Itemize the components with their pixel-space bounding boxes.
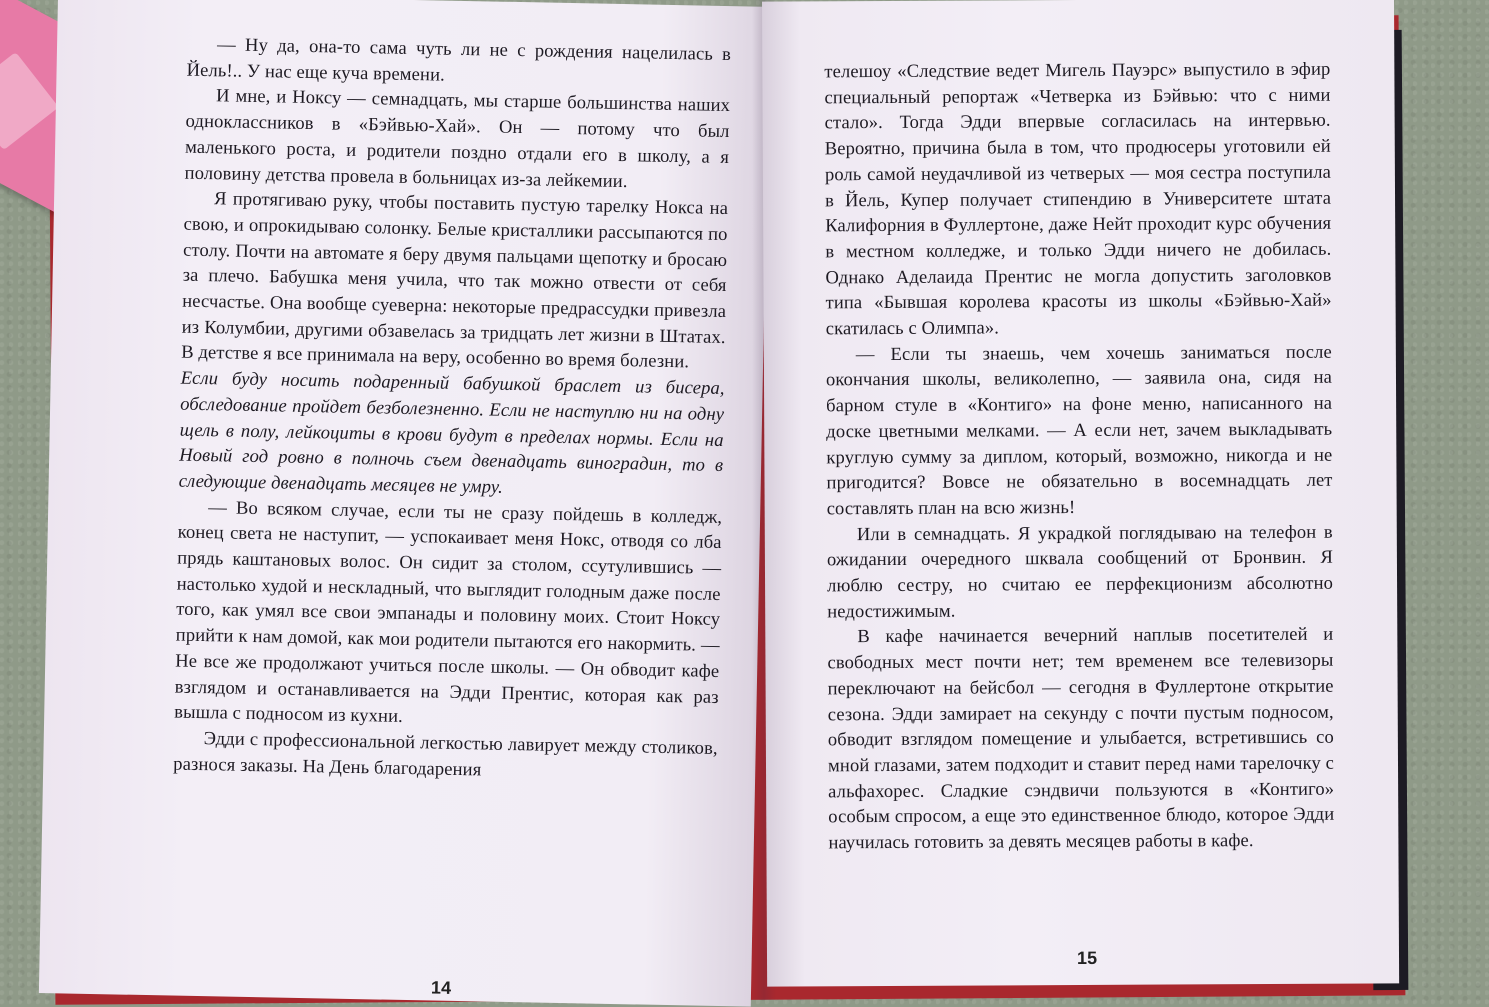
paragraph: Или в семнадцать. Я украдкой поглядываю на телефон в ожидании очередного шквала сообщений от Бронвин. Я люблю сестру, но считаю ее перфекционизм абсолютно недостижимым. — [826, 521, 1334, 623]
page-number: 15 — [1076, 947, 1098, 969]
paragraph: телешоу «Следствие ведет Мигель Пауэрс» выпустило в эфир специальный репортаж «Четверка из Бэйвью: что с ними стало». Тогда Эдди впервые согласилась на интервью. Вероятно, причина была в том, что продюсеры уготовили ей роль самой неудачливой из четверых — моя сестра поступила в Йель, Купер получает стипендию в Университете штата Калифорния в Фуллертоне, даже Нейт проходит курс обучения в местном колледже, и только Эдди ничего не добилась. Однако Аделаида Прентис не могла допустить заголовков типа «Бывшая королева красоты из школы «Бэйвью-Хай» скатилась с Олимпа». — [824, 58, 1332, 340]
paragraph-italic: Если буду носить подаренный бабушкой браслет из бисера, обследование пройдет безболезненно. Если не наступлю ни на одну щель в полу, лейкоциты в крови будут в пределах нормы. Если на Новый год ровно в полночь съем двенадцать виноградин, то в следующие двенадцать месяцев не умру. — [178, 367, 725, 498]
paragraph: Эдди с профессиональной легкостью лавирует между столиков, разнося заказы. На День благодарения — [173, 728, 718, 781]
paragraph: Я протягиваю руку, чтобы поставить пустую тарелку Нокса на свою, и опрокидываю солонку. Белые кристаллики рассыпаются по столу. Почти на автомате я беру двумя пальцами щепотку и бросаю за плечо. Бабушка меня учила, что так можно отвести от себя несчастье. Она вообще суеверна: некоторые предрассудки привезла из Колумбии, другими обзавелась за тридцать лет жизни в Штатах. В детстве я все принимала на веру, особенно во время болезни. — [180, 188, 729, 373]
paragraph: И мне, и Ноксу — семнадцать, мы старше большинства наших одноклассников в «Бэйвью-Хай». Он — потому что был маленького роста, и родители поздно отдали его в школу, а я половину детства провела в больницах из-за лейкемии. — [184, 85, 731, 192]
paragraph: В кафе начинается вечерний наплыв посетителей и свободных мест почти нет; тем временем все телевизоры переключают на бейсбол — сегодня в Фуллертоне открытие сезона. Эдди замирает на секунду с почти пустым подносом, обводит взглядом помещение и улыбается, встретившись со мной глазами, затем подходит и ставит перед нами тарелочку с альфахорес. Сладкие сэндвичи пользуются в «Контиго» особым спросом, а еще это единственное блюдо, которое Эдди научилась готовить за девять месяцев работы в кафе. — [827, 624, 1335, 854]
right-page — [762, 0, 1399, 987]
paragraph: — Ну да, она-то сама чуть ли не с рождения нацелилась в Йель!.. У нас еще куча времени. — [186, 34, 732, 86]
paragraph: — Если ты знаешь, чем хочешь заниматься после окончания школы, великолепно, — заявила она, сидя на барном стуле в «Контиго» на фоне меню, написанного на доске цветными мелками. — А если нет, зачем выкладывать круглую сумму за диплом, который, возможно, никогда и не пригодится? Вовсе не обязательно в восемнадцать лет составлять план на всю жизнь! — [825, 341, 1333, 520]
page-number: 14 — [430, 977, 452, 998]
paragraph: — Во всяком случае, если ты не сразу пойдешь в колледж, конец света не наступит, — успокаивает меня Нокс, отводя со лба прядь каштановых волос. Он сидит за столом, ссутулившись — настолько худой и нескладный, что выглядит голодным даже после того, как умял все свои эмпанады и половину моих. Стоит Ноксу прийти к нам домой, как мои родители пытаются его накормить. — Не все же продолжают учиться после школы. — Он обводит кафе взглядом и останавливается на Эдди Прентис, которая как раз вышла с подносом из кухни. — [174, 496, 723, 728]
left-page — [39, 0, 770, 1007]
pink-box-flap — [0, 52, 59, 150]
